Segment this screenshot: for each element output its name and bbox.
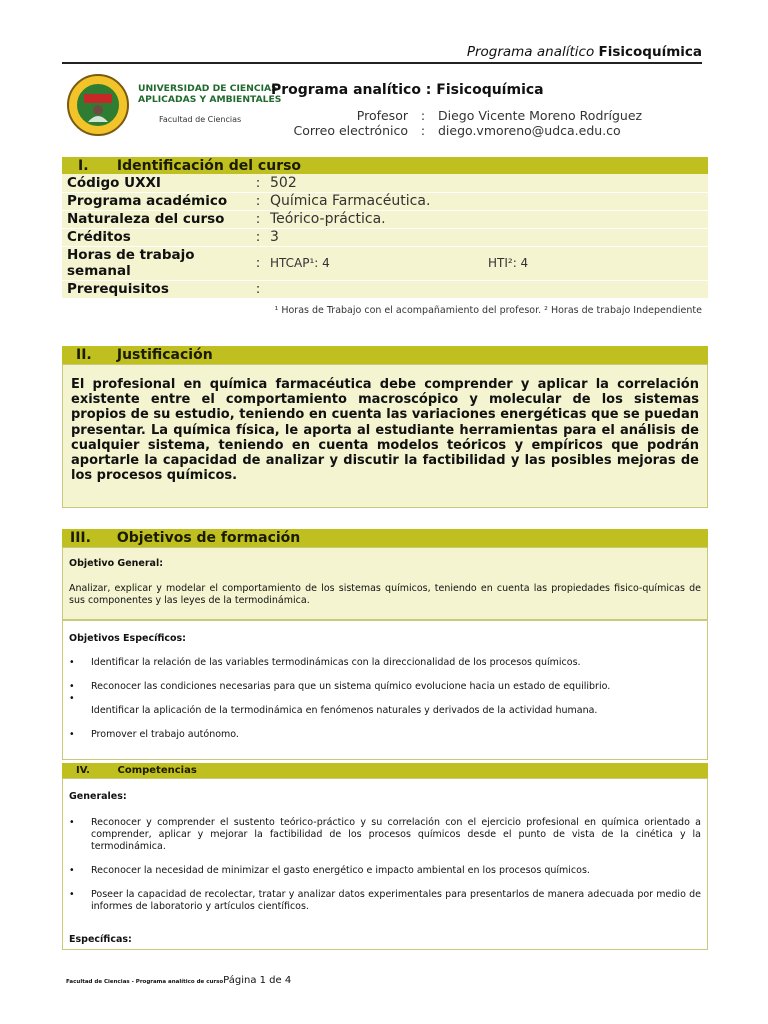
profesor-row (270, 108, 642, 123)
page-number: Página 1 de 4 (223, 975, 292, 986)
list-item-text: Reconocer la necesidad de minimizar el gasto energético e impacto ambiental en los procesos químicos. (91, 865, 590, 876)
row-colon: : (246, 174, 270, 192)
list-item-text: Reconocer y comprender el sustento teórico-práctico y su correlación con el ejercicio profesional en química orientado a comprender, aplicar y mejorar la factibilidad de los procesos químicos desde el punto de vista de la cinética y la termodinámica. (91, 817, 701, 852)
row-key: Programa académico (62, 192, 246, 210)
row-value (270, 246, 708, 280)
list-item-text: Poseer la capacidad de recolectar, tratar y analizar datos experimentales para presentarlos de manera adecuada por medio de informes de laboratorio y artículos científicos. (91, 889, 701, 912)
bullet-icon: • (69, 729, 75, 740)
section-2-title: Justificación (116, 347, 213, 363)
bullet-icon: • (69, 889, 75, 900)
row-key: Naturaleza del curso (62, 210, 246, 228)
contact-block (270, 108, 642, 138)
page-footer (66, 975, 291, 986)
hours-footnote: ¹ Horas de Trabajo con el acompañamiento del profesor. ² Horas de trabajo Independiente (274, 305, 702, 316)
row-value: 3 (270, 228, 708, 246)
hti-value: HTI²: 4 (488, 256, 529, 270)
general-objective-box (62, 547, 708, 620)
general-objective-text: Analizar, explicar y modelar el comportamiento de los sistemas químicos, teniendo en cuenta las propiedades fisico-químicas de sus componentes y las leyes de la termodinámica. (69, 583, 701, 606)
row-value (270, 280, 708, 298)
running-header-subject: Fisicoquímica (598, 44, 702, 60)
university-name-line1: UNIVERSIDAD DE CIENCIAS (138, 83, 278, 94)
especificas-label: Específicas: (69, 934, 132, 945)
htcap-value: HTCAP¹: 4 (270, 256, 330, 270)
generales-label: Generales: (69, 791, 127, 802)
generales-list (69, 817, 701, 913)
competencies-box (62, 778, 708, 950)
table-row (62, 280, 708, 298)
list-item (69, 657, 701, 669)
list-item-continuation (69, 705, 701, 717)
list-item-text: Identificar la aplicación de la termodinámica en fenómenos naturales y derivados de la actividad humana. (91, 705, 598, 716)
correo-separator: : (420, 123, 426, 138)
footer-faculty-text: Facultad de Ciencias - Programa analítico de curso (66, 979, 224, 985)
section-3-number: III. (70, 530, 91, 546)
bullet-icon: • (69, 657, 75, 668)
section-1-title: Identificación del curso (116, 158, 302, 174)
university-logo (66, 70, 282, 142)
row-colon: : (246, 192, 270, 210)
specific-objectives-label: Objetivos Específicos: (69, 633, 186, 644)
running-header-prefix: Programa analítico (466, 44, 595, 60)
correo-row (270, 123, 642, 138)
row-colon: : (246, 280, 270, 298)
section-4-title: Competencias (117, 765, 197, 776)
list-item (69, 681, 701, 693)
table-row (62, 228, 708, 246)
document-title: Programa analítico : Fisicoquímica (271, 82, 544, 98)
section-1-header (62, 157, 708, 175)
row-key: Prerequisitos (62, 280, 246, 298)
table-row (62, 192, 708, 210)
section-4-number: IV. (76, 765, 90, 776)
list-item (69, 889, 701, 913)
profesor-separator: : (420, 108, 426, 123)
row-key: Horas de trabajo semanal (62, 246, 246, 280)
profesor-value: Diego Vicente Moreno Rodríguez (438, 108, 643, 123)
table-row (62, 174, 708, 192)
row-key: Código UXXI (62, 174, 246, 192)
list-item (69, 817, 701, 853)
bullet-icon: • (69, 681, 75, 692)
section-3-header (62, 529, 708, 547)
row-value: Teórico-práctica. (270, 210, 708, 228)
profesor-label: Profesor (356, 108, 408, 123)
row-key: Créditos (62, 228, 246, 246)
university-name (138, 83, 281, 105)
justification-text: El profesional en química farmacéutica debe comprender y aplicar la correlación existente entre el comportamiento macroscópico y molecular de los sistemas propios de su estudio, teniendo en cuenta las variaciones energéticas que se puedan presentar. La química física, le aporta al estudiante herramientas para el análisis de cualquier sistema, teniendo en cuenta modelos teóricos y empíricos que podrán aportarle la capacidad de analizar y discutir la factibilidad y las posibles mejoras de los procesos químicos. (62, 364, 708, 508)
section-4-header (62, 763, 708, 778)
correo-value[interactable]: diego.vmoreno@udca.edu.co (438, 123, 621, 138)
course-identification-table (62, 174, 708, 299)
section-3-title: Objetivos de formación (116, 530, 301, 546)
row-colon: : (246, 210, 270, 228)
list-item-text: Promover el trabajo autónomo. (91, 729, 239, 740)
list-item-text: Reconocer las condiciones necesarias para que un sistema químico evolucione hacia un estado de equilibrio. (91, 681, 611, 692)
list-item (69, 865, 701, 877)
general-objective-label: Objetivo General: (69, 558, 163, 569)
row-colon: : (246, 228, 270, 246)
row-value: Química Farmacéutica. (270, 192, 708, 210)
section-1-number: I. (78, 158, 89, 174)
section-2-number: II. (76, 347, 92, 363)
row-value: 502 (270, 174, 708, 192)
bullet-icon: • (69, 817, 75, 828)
bullet-icon: • (69, 865, 75, 876)
row-colon: : (246, 246, 270, 280)
bullet-icon: • (69, 693, 75, 704)
running-header (62, 44, 702, 64)
list-item-text: Identificar la relación de las variables termodinámicas con la direccionalidad de los procesos químicos. (91, 657, 581, 668)
table-row (62, 246, 708, 280)
table-row (62, 210, 708, 228)
faculty-name: Facultad de Ciencias (159, 115, 242, 124)
specific-objectives-list (69, 657, 701, 741)
university-seal-icon (66, 70, 130, 140)
university-name-line2: APLICADAS Y AMBIENTALES (138, 94, 282, 105)
section-2-header (62, 346, 708, 364)
correo-label: Correo electrónico (293, 123, 408, 138)
list-item (69, 729, 701, 741)
specific-objectives-box (62, 620, 708, 760)
list-item (69, 693, 701, 705)
